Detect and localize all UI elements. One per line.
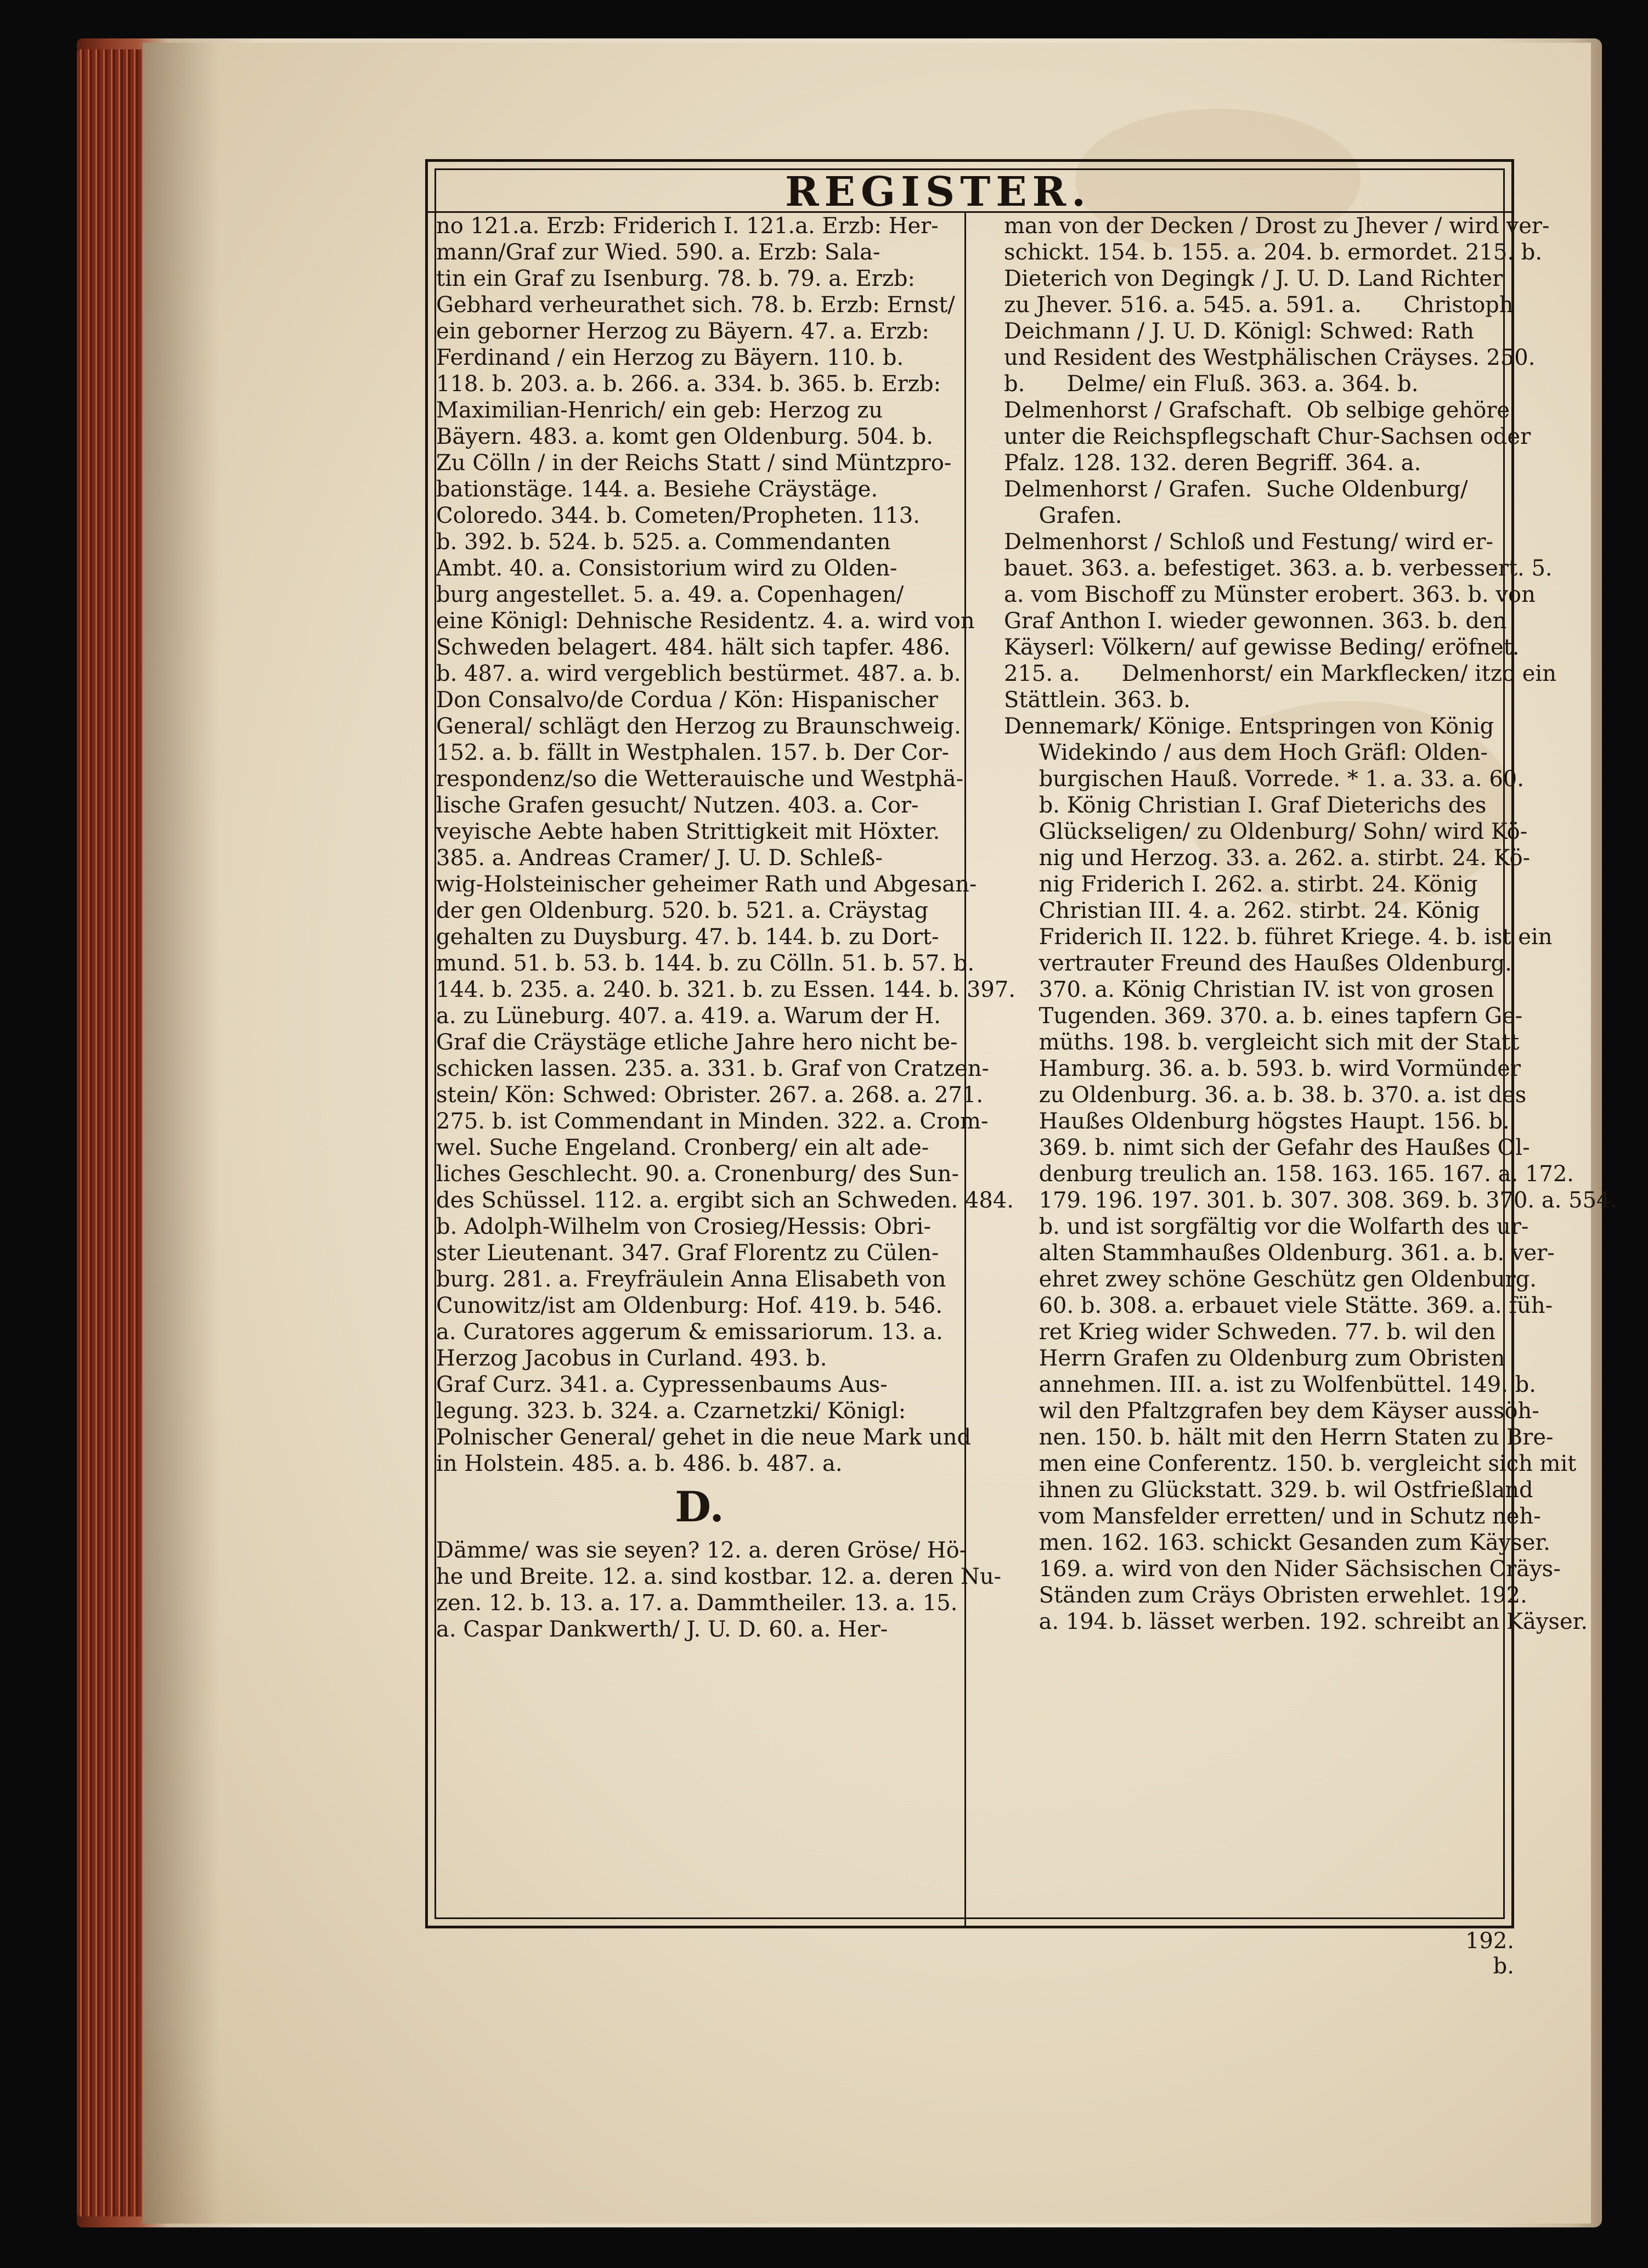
index-line: Graf die Cräystäge etliche Jahre hero nicht be-: [436, 1030, 958, 1055]
index-line: ret Krieg wider Schweden. 77. b. wil den: [1004, 1319, 1495, 1345]
index-line: in Holstein. 485. a. b. 486. b. 487. a.: [436, 1451, 843, 1476]
index-line: wel. Suche Engeland. Cronberg/ ein alt ade-: [436, 1135, 929, 1160]
index-line: wil den Pfaltzgrafen bey dem Käyser aussöh-: [1004, 1398, 1539, 1424]
index-line: a. vom Bischoff zu Münster erobert. 363. b. von: [1004, 582, 1536, 607]
index-line: mund. 51. b. 53. b. 144. b. zu Cölln. 51. b. 57. b.: [436, 951, 975, 976]
index-line: Widekindo / aus dem Hoch Gräfl: Olden-: [1004, 740, 1488, 765]
index-line: Käyserl: Völkern/ auf gewisse Beding/ eröfnet.: [1004, 635, 1520, 660]
index-line: bationstäge. 144. a. Besiehe Cräystäge.: [436, 477, 878, 502]
index-line: b. und ist sorgfältig vor die Wolfarth des ur-: [1004, 1214, 1529, 1239]
index-line: burg. 281. a. Freyfräulein Anna Elisabeth von: [436, 1267, 946, 1292]
index-line: no 121.a. Erzb: Friderich I. 121.a. Erzb: Her-: [436, 213, 939, 239]
index-line: vertrauter Freund des Haußes Oldenburg.: [1004, 951, 1512, 976]
index-line: burgischen Hauß. Vorrede. * 1. a. 33. a. 60.: [1004, 766, 1524, 792]
index-line: alten Stammhaußes Oldenburg. 361. a. b. ver-: [1004, 1240, 1555, 1266]
index-line: der gen Oldenburg. 520. b. 521. a. Cräystag: [436, 898, 929, 923]
index-line: Friderich II. 122. b. führet Kriege. 4. b. ist ein: [1004, 924, 1553, 950]
index-line: burg angestellet. 5. a. 49. a. Copenhagen/: [436, 582, 904, 607]
index-line: a. 194. b. lässet werben. 192. schreibt an Käyser.: [1004, 1609, 1588, 1634]
index-line: denburg treulich an. 158. 163. 165. 167. a. 172.: [1004, 1161, 1574, 1187]
index-line: Dieterich von Degingk / J. U. D. Land Richter: [1004, 266, 1503, 291]
index-line: man von der Decken / Drost zu Jhever / wird ver-: [1004, 213, 1550, 239]
index-line: ihnen zu Glückstatt. 329. b. wil Ostfrießland: [1004, 1477, 1533, 1503]
index-line: Deichmann / J. U. D. Königl: Schwed: Rath: [1004, 319, 1474, 344]
index-line: schickt. 154. b. 155. a. 204. b. ermordet. 215. b.: [1004, 240, 1543, 265]
index-line: wig-Holsteinischer geheimer Rath und Abgesan-: [436, 872, 977, 897]
index-line: men. 162. 163. schickt Gesanden zum Käyser.: [1004, 1530, 1550, 1555]
index-line: nig und Herzog. 33. a. 262. a. stirbt. 24. Kö-: [1004, 845, 1531, 871]
index-line: Haußes Oldenburg högstes Haupt. 156. b.: [1004, 1109, 1510, 1134]
index-line: Maximilian-Henrich/ ein geb: Herzog zu: [436, 398, 883, 423]
index-line: nig Friderich I. 262. a. stirbt. 24. König: [1004, 872, 1478, 897]
gutter-shadow: [143, 43, 219, 2224]
index-line: Ambt. 40. a. Consistorium wird zu Olden-: [436, 556, 898, 581]
index-line: a. Curatores aggerum & emissariorum. 13. a.: [436, 1319, 943, 1345]
index-line: Delmenhorst / Grafen. Suche Oldenburg/: [1004, 477, 1468, 502]
index-line: eine Königl: Dehnische Residentz. 4. a. wird von: [436, 608, 975, 634]
index-line: b. Delme/ ein Fluß. 363. a. 364. b.: [1004, 371, 1419, 397]
index-line: respondenz/so die Wetterauische und Westphä-: [436, 766, 964, 792]
index-line: mann/Graf zur Wied. 590. a. Erzb: Sala-: [436, 240, 881, 265]
index-line: Coloredo. 344. b. Cometen/Propheten. 113.: [436, 503, 921, 528]
index-line: Christian III. 4. a. 262. stirbt. 24. König: [1004, 898, 1480, 923]
right-column: [1004, 213, 1618, 1635]
index-line: Schweden belagert. 484. hält sich tapfer. 486.: [436, 635, 951, 660]
index-line: Cunowitz/ist am Oldenburg: Hof. 419. b. 546.: [436, 1293, 943, 1318]
index-line: 275. b. ist Commendant in Minden. 322. a. Crom-: [436, 1109, 989, 1134]
index-line: 144. b. 235. a. 240. b. 321. b. zu Essen. 144. b. 397.: [436, 977, 1016, 1002]
index-line: Ständen zum Cräys Obristen erwehlet. 192.: [1004, 1583, 1527, 1608]
index-line: ster Lieutenant. 347. Graf Florentz zu Cülen-: [436, 1240, 939, 1266]
index-line: 60. b. 308. a. erbauet viele Stätte. 369. a. füh-: [1004, 1293, 1553, 1318]
index-line: Delmenhorst / Schloß und Festung/ wird er-: [1004, 529, 1494, 555]
index-line: b. 487. a. wird vergeblich bestürmet. 487. a. b.: [436, 661, 961, 686]
index-line: 152. a. b. fällt in Westphalen. 157. b. Der Cor-: [436, 740, 950, 765]
index-line: Grafen.: [1004, 503, 1122, 528]
index-line: Dämme/ was sie seyen? 12. a. deren Gröse/ Hö-: [436, 1538, 967, 1563]
index-line: Tugenden. 369. 370. a. b. eines tapfern Ge-: [1004, 1003, 1523, 1029]
index-line: Graf Anthon I. wieder gewonnen. 363. b. den: [1004, 608, 1507, 634]
index-line: legung. 323. b. 324. a. Czarnetzki/ Königl:: [436, 1398, 906, 1424]
index-line: ehret zwey schöne Geschütz gen Oldenburg.: [1004, 1267, 1537, 1292]
index-line: 369. b. nimt sich der Gefahr des Haußes Ol-: [1004, 1135, 1530, 1160]
index-line: b. König Christian I. Graf Dieterichs des: [1004, 793, 1487, 818]
index-line: Don Consalvo/de Cordua / Kön: Hispanischer: [436, 687, 938, 713]
index-line: Dennemark/ Könige. Entspringen von König: [1004, 714, 1494, 739]
index-line: Zu Cölln / in der Reichs Statt / sind Müntzpro-: [436, 450, 952, 476]
index-line: he und Breite. 12. a. sind kostbar. 12. a. deren Nu-: [436, 1564, 1002, 1589]
catchword: 192. b.: [1465, 1928, 1514, 1979]
index-line: unter die Reichspflegschaft Chur-Sachsen oder: [1004, 424, 1531, 449]
index-line: b. Adolph-Wilhelm von Crosieg/Hessis: Obri-: [436, 1214, 931, 1239]
index-line: gehalten zu Duysburg. 47. b. 144. b. zu Dort-: [436, 924, 939, 950]
index-line: 385. a. Andreas Cramer/ J. U. D. Schleß-: [436, 845, 883, 871]
index-line: Stättlein. 363. b.: [1004, 687, 1191, 713]
index-line: zu Oldenburg. 36. a. b. 38. b. 370. a. ist des: [1004, 1082, 1527, 1108]
index-line: bauet. 363. a. befestiget. 363. a. b. verbessert. 5.: [1004, 556, 1553, 581]
page-edges: [77, 49, 143, 2216]
index-line: veyische Aebte haben Strittigkeit mit Höxter.: [436, 819, 940, 844]
index-line: Glückseligen/ zu Oldenburg/ Sohn/ wird Kö-: [1004, 819, 1528, 844]
index-line: Delmenhorst / Grafschaft. Ob selbige gehöre: [1004, 398, 1510, 423]
index-line: 179. 196. 197. 301. b. 307. 308. 369. b. 370. a. 554.: [1004, 1188, 1618, 1213]
index-line: Hamburg. 36. a. b. 593. b. wird Vormünder: [1004, 1056, 1521, 1081]
index-line: schicken lassen. 235. a. 331. b. Graf von Cratzen-: [436, 1056, 989, 1081]
index-line: vom Mansfelder erretten/ und in Schutz neh-: [1004, 1504, 1541, 1529]
index-line: Bäyern. 483. a. komt gen Oldenburg. 504. b.: [436, 424, 933, 449]
index-line: men eine Conferentz. 150. b. vergleicht sich mit: [1004, 1451, 1577, 1476]
index-line: General/ schlägt den Herzog zu Braunschweig.: [436, 714, 961, 739]
index-line: a. Caspar Dankwerth/ J. U. D. 60. a. Her-: [436, 1617, 888, 1642]
index-line: 215. a. Delmenhorst/ ein Markflecken/ itzo ein: [1004, 661, 1556, 686]
index-line: liches Geschlecht. 90. a. Cronenburg/ des Sun-: [436, 1161, 959, 1187]
index-line: Ferdinand / ein Herzog zu Bäyern. 110. b.: [436, 345, 904, 370]
index-line: und Resident des Westphälischen Cräyses. 250.: [1004, 345, 1536, 370]
index-line: 118. b. 203. a. b. 266. a. 334. b. 365. b. Erzb:: [436, 371, 941, 397]
index-line: müths. 198. b. vergleicht sich mit der Statt: [1004, 1030, 1520, 1055]
index-line: zen. 12. b. 13. a. 17. a. Dammtheiler. 13. a. 15.: [436, 1590, 958, 1616]
index-line: a. zu Lüneburg. 407. a. 419. a. Warum der H.: [436, 1003, 941, 1029]
index-line: Herrn Grafen zu Oldenburg zum Obristen: [1004, 1346, 1505, 1371]
index-line: ein geborner Herzog zu Bäyern. 47. a. Erzb:: [436, 319, 929, 344]
index-line: Graf Curz. 341. a. Cypressenbaums Aus-: [436, 1372, 888, 1397]
index-line: lische Grafen gesucht/ Nutzen. 403. a. Cor-: [436, 793, 919, 818]
index-line: tin ein Graf zu Isenburg. 78. b. 79. a. Erzb:: [436, 266, 916, 291]
index-line: annehmen. III. a. ist zu Wolfenbüttel. 149. b.: [1004, 1372, 1536, 1397]
index-line: 169. a. wird von den Nider Sächsischen Cräys-: [1004, 1556, 1561, 1582]
index-line: Gebhard verheurathet sich. 78. b. Erzb: Ernst/: [436, 292, 955, 318]
index-line: Pfalz. 128. 132. deren Begriff. 364. a.: [1004, 450, 1421, 476]
section-letter: D.: [675, 1482, 724, 1531]
index-line: b. 392. b. 524. b. 525. a. Commendanten: [436, 529, 891, 555]
index-line: des Schüssel. 112. a. ergibt sich an Schweden. 484.: [436, 1188, 1014, 1213]
page-heading: REGISTER.: [785, 168, 1091, 216]
index-line: nen. 150. b. hält mit den Herrn Staten zu Bre-: [1004, 1425, 1554, 1450]
index-line: Polnischer General/ gehet in die neue Mark und: [436, 1425, 972, 1450]
index-line: stein/ Kön: Schwed: Obrister. 267. a. 268. a. 271.: [436, 1082, 984, 1108]
index-line: zu Jhever. 516. a. 545. a. 591. a. Christoph: [1004, 292, 1514, 318]
left-column: [436, 213, 1016, 1643]
index-line: Herzog Jacobus in Curland. 493. b.: [436, 1346, 827, 1371]
index-line: 370. a. König Christian IV. ist von grosen: [1004, 977, 1494, 1002]
